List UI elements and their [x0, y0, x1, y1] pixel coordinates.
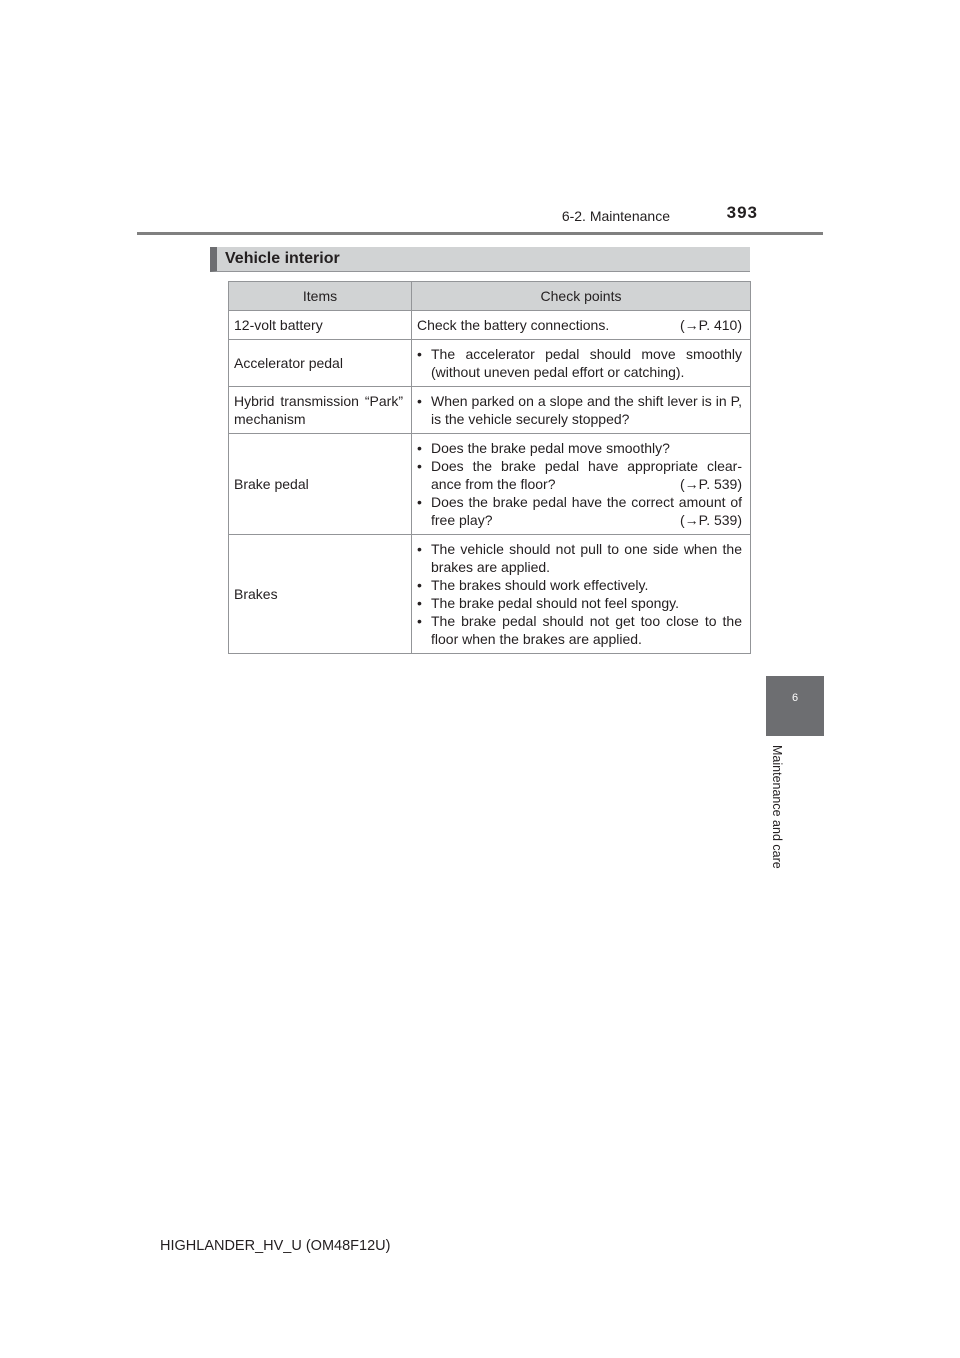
check-bullet: [417, 439, 742, 457]
section-title: Vehicle interior: [225, 250, 340, 267]
check-bullet: • The brakes should work effectively.: [417, 576, 742, 594]
chapter-side-label: [770, 745, 790, 890]
table-row: [229, 311, 751, 340]
bullet-text: Does the brake pedal have appropriate clear- ance from the floor?: [431, 458, 742, 492]
check-cell: [412, 535, 751, 654]
item-cell: Hybrid transmission “Park” mechanism: [229, 387, 412, 434]
page-reference: (→P. 539): [680, 512, 742, 528]
chapter-title: Maintenance and care: [770, 745, 784, 869]
page-reference: (→P. 539): [680, 476, 742, 492]
item-cell: Accelerator pedal: [229, 340, 412, 387]
column-header-items: Items: [229, 282, 412, 311]
check-cell: [412, 340, 751, 387]
table-row: [229, 434, 751, 535]
check-bullet: • The accelerator pedal should move smoothly (without uneven pedal effort or catching).: [417, 345, 742, 381]
bullet-text: Does the brake pedal move smoothly?: [431, 440, 670, 456]
check-cell: [412, 311, 751, 340]
chapter-tab: [766, 676, 824, 736]
check-cell: [412, 387, 751, 434]
check-text: Check the battery connections.: [417, 317, 610, 333]
footer-model-code: HIGHLANDER_HV_U (OM48F12U): [160, 1238, 391, 1254]
check-bullet: • The brake pedal should not get too close to the floor when the brakes are applied.: [417, 612, 742, 648]
check-bullet: • When parked on a slope and the shift lever is in P, is the vehicle securely stopped?: [417, 392, 742, 428]
table-row: [229, 340, 751, 387]
table-row: [229, 535, 751, 654]
bullet-text: Does the brake pedal have the correct amount of free play?: [431, 494, 742, 528]
chapter-number: 6: [791, 692, 799, 704]
item-cell: 12-volt battery: [229, 311, 412, 340]
page-number: 393: [726, 203, 758, 222]
column-header-check-points: Check points: [412, 282, 751, 311]
header-section-title: 6-2. Maintenance: [561, 208, 670, 224]
item-cell: Brakes: [229, 535, 412, 654]
section-title-bar: [210, 247, 750, 272]
table-row: [229, 387, 751, 434]
check-bullet: • The brake pedal should not feel spongy.: [417, 594, 742, 612]
check-bullet: • The vehicle should not pull to one side when the brakes are applied.: [417, 540, 742, 576]
check-bullet: [417, 457, 742, 493]
item-cell: Brake pedal: [229, 434, 412, 535]
check-bullet: [417, 493, 742, 529]
header-rule: [137, 232, 823, 235]
check-cell: [412, 434, 751, 535]
check-points-table: [228, 281, 751, 654]
table-header-row: [229, 282, 751, 311]
page-reference: (→P. 410): [680, 317, 742, 333]
